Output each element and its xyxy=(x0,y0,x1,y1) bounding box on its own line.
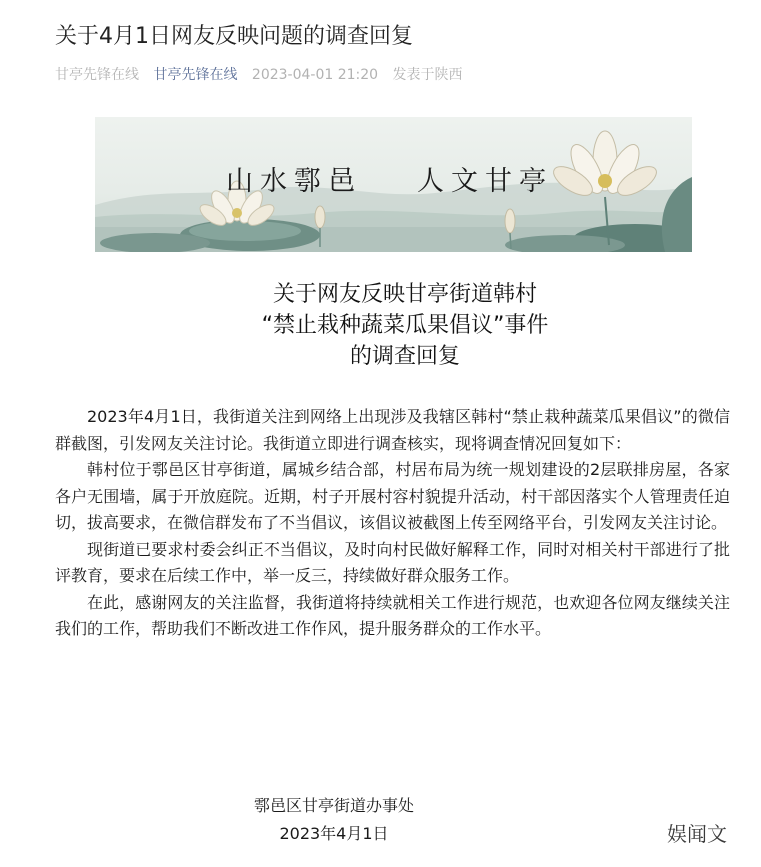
body-paragraph: 在此，感谢网友的关注监督，我街道将持续就相关工作进行规范，也欢迎各位网友继续关注我们的工作，帮助我们不断改进工作作风，提升服务群众的工作水平。 xyxy=(55,592,730,638)
signature-date: 2023年4月1日 xyxy=(279,824,389,843)
body-paragraph: 2023年4月1日，我街道关注到网络上出现涉及我辖区韩村“禁止栽种蔬菜瓜果倡议”的微信群截图，引发网友关注讨论。我街道立即进行调查核实，现将调查情况回复如下： xyxy=(55,407,730,453)
publish-time: 2023-04-01 21:20 xyxy=(251,67,379,83)
lotus-landscape-illustration xyxy=(95,117,692,252)
account-link[interactable]: 甘亭先锋在线 xyxy=(153,67,238,83)
author-name: 甘亭先锋在线 xyxy=(55,67,139,83)
body-paragraph: 韩村位于鄠邑区甘亭街道，属城乡结合部，村居布局为统一规划建设的2层联排房屋，各家各户无围墙，属于开放庭院。近期，村子开展村容村貌提升活动，村干部因落实个人管理责任迫切，拔高要求，在微信群发布了不当倡议，该倡议被截图上传至网络平台，引发网友关注讨论。 xyxy=(55,460,730,532)
publish-location: 发表于陕西 xyxy=(392,67,463,83)
document-heading xyxy=(0,279,761,372)
heading-line-3: 的调查回复 xyxy=(349,344,460,369)
banner-slogan-left: 山水鄠邑 xyxy=(226,166,362,197)
header-banner-image xyxy=(95,117,692,252)
article-body xyxy=(55,404,730,643)
signature-office: 鄠邑区甘亭街道办事处 xyxy=(253,796,414,815)
body-paragraph: 现街道已要求村委会纠正不当倡议，及时向村民做好解释工作，同时对相关村干部进行了批评教育，要求在后续工作中，举一反三，持续做好群众服务工作。 xyxy=(55,539,730,585)
heading-line-1: 关于网友反映甘亭街道韩村 xyxy=(272,282,537,307)
watermark: 娱闻文 xyxy=(667,822,727,846)
banner-slogan-right: 人文甘亭 xyxy=(417,166,553,197)
heading-line-2: “禁止栽种蔬菜瓜果倡议”事件 xyxy=(261,313,549,338)
signature-block xyxy=(0,792,668,848)
article-meta xyxy=(55,66,473,84)
article-title: 关于4月1日网友反映问题的调查回复 xyxy=(55,24,413,49)
